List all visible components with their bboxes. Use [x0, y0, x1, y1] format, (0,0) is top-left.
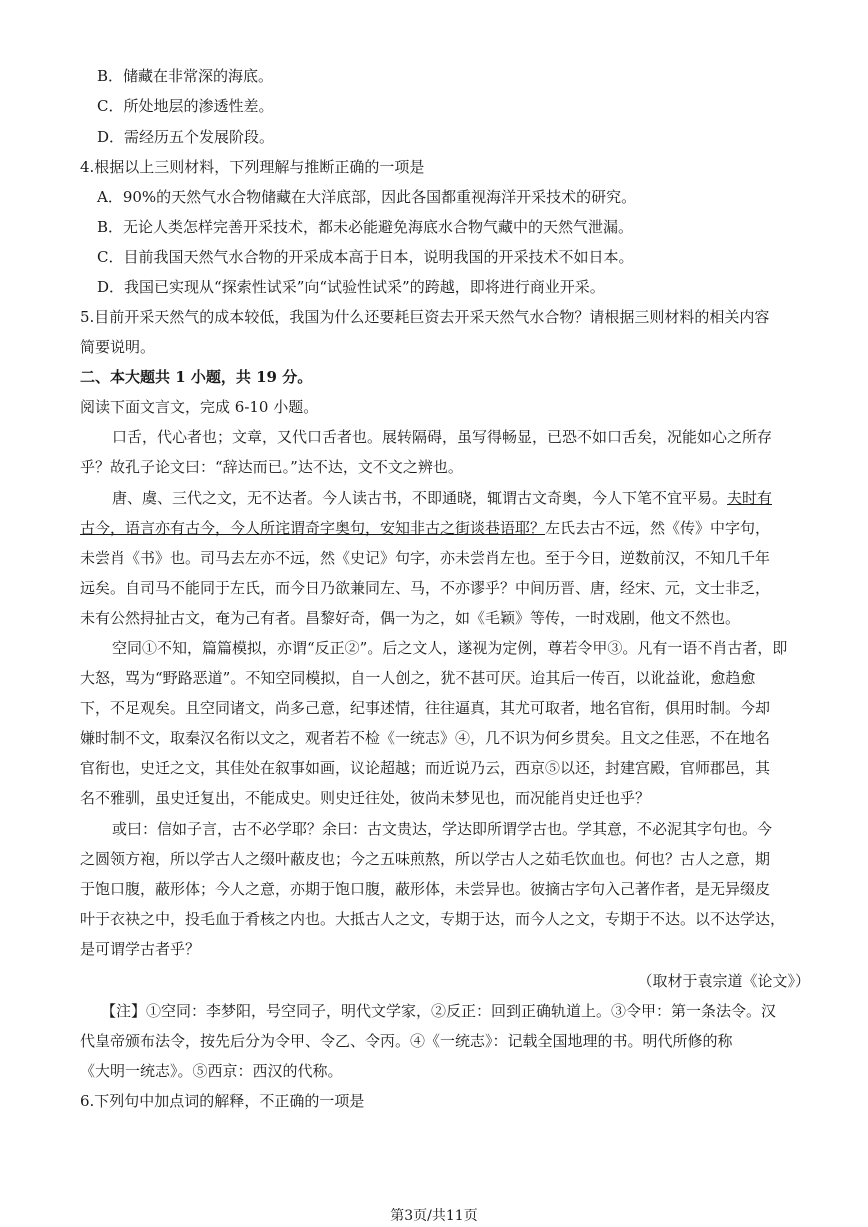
passage-p4-line2: 之圆领方袍，所以学古人之缀叶蔽皮也；今之五味煎熬，所以学古人之茹毛饮血也。何也？古人之意，期 — [80, 850, 771, 868]
q3-option-d: D．需经历五个发展阶段。 — [97, 128, 275, 146]
passage-source: （取材于袁宗道《论文》） — [637, 972, 810, 990]
passage-p3-line3: 下，不足观矣。且空同诸文，尚多己意，纪事述情，往往逼真，其尤可取者，地名官衔，俱用时制。今却 — [80, 699, 771, 717]
passage-p3-line5: 官衔也，史迁之文，其佳处在叙事如画，议论超越；而近说乃云，西京⑤以还，封建宫殿，官师郡邑，其 — [80, 759, 771, 777]
underlined-sentence-end: 古今，语言亦有古今，今人所诧谓奇字奥句，安知非古之街谈巷语耶？ — [80, 519, 546, 537]
passage-p2-line2 — [80, 518, 770, 538]
q5-stem-line1: 5.目前开采天然气的成本较低，我国为什么还要耗巨资去开采天然气水合物？请根据三则材料的相关内容 — [80, 308, 770, 326]
q4-option-a: A．90%的天然气水合物储藏在大洋底部，因此各国都重视海洋开采技术的研究。 — [97, 188, 637, 206]
q5-stem-line2: 简要说明。 — [80, 338, 156, 356]
page-footer: 第3页/共11页 — [390, 1208, 478, 1224]
q6-stem: 6.下列句中加点词的解释，不正确的一项是 — [80, 1092, 365, 1110]
passage-p1-line1: 口舌，代心者也；文章，又代口舌者也。展转隔碍，虽写得畅显，已恐不如口舌矣，况能如心之所存 — [112, 428, 773, 446]
passage-p2-line4: 远矣。自司马不能同于左氏，而今日乃欲兼同左、马，不亦谬乎？中间历晋、唐，经宋、元，文士非乏， — [80, 579, 771, 597]
notes-line3: 《大明一统志》。⑤西京：西汉的代称。 — [80, 1062, 343, 1080]
passage-p4-line4: 叶于衣袂之中，投毛血于肴核之内也。大抵古人之文，专期于达，而今人之文，专期于不达。以不达学达， — [80, 910, 786, 928]
section-instruction: 阅读下面文言文，完成 6-10 小题。 — [80, 398, 319, 416]
passage-p2-line1-text: 唐、虞、三代之文，无不达者。今人读古书，不即通晓，辄谓古文奇奥，今人下笔不宜平易。 — [112, 489, 728, 507]
passage-p4-line5: 是可谓学古者乎？ — [80, 940, 201, 958]
q3-option-b: B．储藏在非常深的海底。 — [97, 67, 274, 85]
q4-option-b: B．无论人类怎样完善开采技术，都未必能避免海底水合物气藏中的天然气泄漏。 — [97, 218, 634, 236]
notes-line2: 代皇帝颁布法令，按先后分为令甲、令乙、令丙。④《一统志》：记载全国地理的书。明代所修的称 — [80, 1032, 733, 1050]
q4-option-d: D．我国已实现从“探索性试采”向“试验性试采”的跨越，即将进行商业开采。 — [97, 278, 605, 296]
passage-p3-line1: 空同①不知，篇篇模拟，亦谓“反正②”。后之文人，遂视为定例，尊若令甲③。凡有一语不肖古者，即 — [112, 639, 788, 657]
q4-stem: 4.根据以上三则材料，下列理解与推断正确的一项是 — [80, 158, 425, 176]
section-heading: 二、本大题共 1 小题，共 19 分。 — [80, 368, 313, 386]
passage-p2-line5: 未有公然挦扯古文，奄为己有者。昌黎好奇，偶一为之，如《毛颖》等传，一时戏剧，他文不然也。 — [80, 609, 741, 627]
q4-option-c: C．目前我国天然气水合物的开采成本高于日本，说明我国的开采技术不如日本。 — [97, 248, 634, 266]
passage-p2-line2-text: 左氏去古不远，然《传》中字句， — [545, 519, 771, 537]
passage-p3-line2: 大怒，骂为“野路恶道”。不知空同模拟，自一人创之，犹不甚可厌。迨其后一传百，以讹益讹，愈趋愈 — [80, 669, 756, 687]
notes-line1: 【注】①空同：李梦阳，号空同子，明代文学家，②反正：回到正确轨道上。③令甲：第一条法令。汉 — [101, 1002, 777, 1020]
passage-p4-line1: 或曰：信如子言，古不必学耶？余曰：古文贵达，学达即所谓学古也。学其意，不必泥其字句也。今 — [112, 820, 773, 838]
passage-p1-line2: 乎？故孔子论文曰：“辞达而已。”达不达，文不文之辨也。 — [80, 458, 463, 476]
underlined-sentence-start: 夫时有 — [727, 489, 773, 507]
passage-p3-line6: 名不雅驯，虽史迁复出，不能成史。则史迁往处，彼尚未梦见也，而况能肖史迁也乎？ — [80, 789, 651, 807]
passage-p3-line4: 嫌时制不文，取秦汉名衔以文之，观者若不检《一统志》④，几不识为何乡贯矣。且文之佳恶，不在地名 — [80, 729, 771, 747]
passage-p4-line3: 于饱口腹，蔽形体；今人之意，亦期于饱口腹，蔽形体，未尝异也。彼摘古字句入己著作者，是无异缀皮 — [80, 880, 771, 898]
passage-p2-line1 — [112, 488, 772, 508]
q3-option-c: C．所处地层的渗透性差。 — [97, 97, 274, 115]
passage-p2-line3: 未尝肖《书》也。司马去左亦不远，然《史记》句字，亦未尝肖左也。至于今日，逆数前汉，不知几千年 — [80, 549, 771, 567]
